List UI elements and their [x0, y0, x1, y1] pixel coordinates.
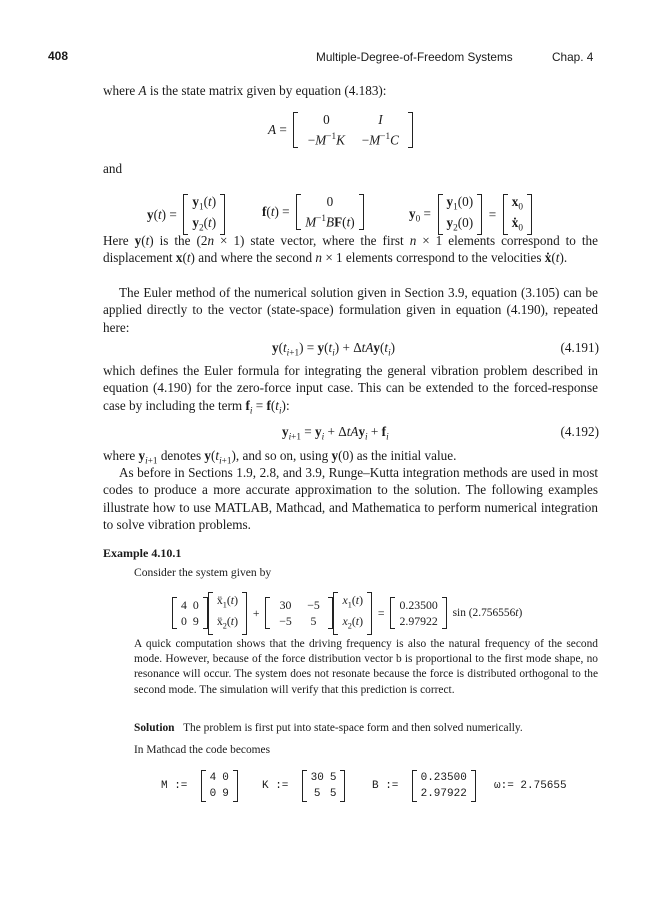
- code-omega: ω:= 2.75655: [494, 780, 567, 792]
- equation-f-vector: f(t) = 0 $M^{-1}BF(t)$: [262, 194, 364, 230]
- paragraph-state-vector: Here y(t) is the (2n × 1) state vector, where the first n × 1 elements correspond to the displacement x(t) and where the second n × 1 elements correspond to the velocities ẋ(t).: [103, 233, 598, 266]
- code-k11: 30: [310, 772, 324, 784]
- code-k21: 5: [313, 788, 321, 800]
- mass-m11: 4: [181, 598, 187, 613]
- code-b2: 2.97922: [420, 788, 467, 800]
- mass-m21: 0: [181, 614, 187, 629]
- equation-4-192: $y_{i+1} = y_i + \Delta tAy_i + f_i$: [282, 424, 389, 442]
- force-b1: 0.23500: [399, 598, 438, 613]
- code-b1: 0.23500: [420, 772, 467, 784]
- stiff-k22: 5: [310, 614, 317, 629]
- example-discussion: A quick computation shows that the driving frequency is also the natural frequency of the second mode. However, because of the force distribution vector b is proportional to the first mode shape, no resonance will occur. The system does not resonate because the force is distributed orthogonal to the second mode. The simulation will verify that this prediction is correct.: [134, 638, 598, 696]
- stiff-k21: −5: [279, 614, 292, 629]
- code-mass-matrix: M := 4 0 0 9: [161, 770, 238, 802]
- equation-number-4-192: (4.192): [560, 424, 599, 439]
- word-and: and: [103, 161, 123, 176]
- equation-example-system: 4 0 0 9 ẍ$_1$(t) ẍ$_2$(t) + 30 −5 −5 5 $x_1(t)$ $x_2(t)$ = 0.23500 2.97922 sin (2.756556t): [172, 592, 522, 635]
- equation-number-4-191: (4.191): [560, 340, 599, 355]
- code-m21: 0: [209, 788, 217, 800]
- chapter-label: Chap. 4: [552, 50, 594, 64]
- paragraph-initial-value: where $y_{i+1}$ denotes $y(t_{i+1})$, and so on, using y(0) as the initial value.: [103, 448, 457, 466]
- page-number: 408: [48, 49, 69, 63]
- solution-text: The problem is first put into state-space form and then solved numerically.: [183, 722, 523, 734]
- paragraph-state-matrix: where A is the state matrix given by equation (4.183):: [103, 83, 387, 98]
- stiff-k12: −5: [307, 598, 320, 613]
- stiff-k11: 30: [279, 598, 292, 613]
- solution-label: Solution: [134, 722, 175, 734]
- example-solution: [134, 721, 598, 736]
- paragraph-runge-kutta: As before in Sections 1.9, 2.8, and 3.9, Runge–Kutta integration methods are used in most codes to produce a more accurate approximation to the solution. The following examples illustrate how to use MATLAB, Mathcad, and Mathematica to perform numerical integration to solve vibration problems.: [103, 465, 598, 533]
- code-stiffness-matrix: K := 30 5 5 5: [262, 770, 345, 802]
- code-m11: 4: [209, 772, 217, 784]
- code-m12: 0: [222, 772, 229, 784]
- equation-y0-vector: $y_0$ = $y_1(0)$ $y_2(0)$ = $x_0$ ẋ$_0$: [409, 194, 532, 235]
- equation-state-matrix: A = 0 I $-M^{-1}K$ $-M^{-1}C$: [268, 112, 413, 148]
- running-title: Multiple-Degree-of-Freedom Systems: [316, 50, 513, 64]
- example-title: Example 4.10.1: [103, 546, 182, 560]
- code-m22: 9: [222, 788, 229, 800]
- mathcad-intro: In Mathcad the code becomes: [134, 744, 270, 756]
- mass-m12: 0: [192, 598, 199, 613]
- code-force-vector: B := 0.23500 2.97922: [372, 770, 476, 802]
- code-k22: 5: [329, 788, 337, 800]
- equation-4-191: $y(t_{i+1}) = y(t_i) + \Delta tAy(t_i)$: [272, 340, 396, 358]
- paragraph-euler-formula: which defines the Euler formula for integrating the general vibration problem described in equation (4.190) for the zero-force input case. This can be extended to the forced-response case by including the term $f_i = f(t_i)$:: [103, 363, 598, 416]
- mass-m22: 9: [192, 614, 199, 629]
- force-b2: 2.97922: [399, 614, 438, 629]
- paragraph-euler-method: The Euler method of the numerical solution given in Section 3.9, equation (3.105) can be applied directly to the vector (state-space) formulation given in equation (4.190), repeated here:: [103, 285, 598, 335]
- example-intro: Consider the system given by: [134, 566, 272, 579]
- equation-y-vector: y(t) = $y_1(t)$ $y_2(t)$: [147, 194, 225, 235]
- code-k12: 5: [329, 772, 337, 784]
